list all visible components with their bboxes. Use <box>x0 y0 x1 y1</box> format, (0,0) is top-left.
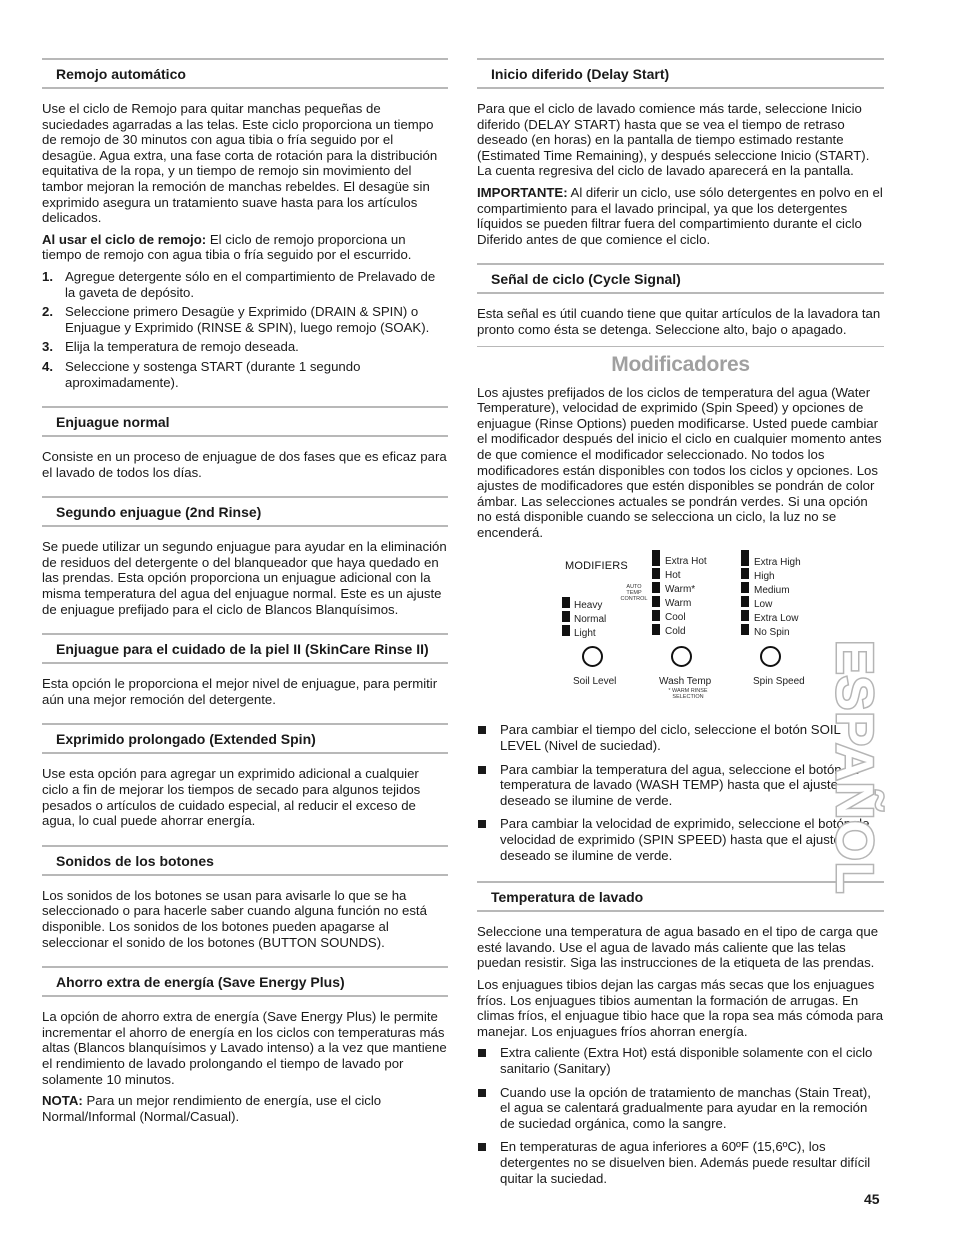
paragraph: Seleccione una temperatura de agua basado en el tipo de carga que esté lavando. Use el agua de lavado más caliente que las telas puedan resistir. Siga las instrucciones de la etiqueta de las prendas. <box>477 924 879 971</box>
spin-speed-label: Spin Speed <box>753 676 805 688</box>
bullet-item <box>477 1045 884 1076</box>
section-heading: Exprimido prolongado (Extended Spin) <box>42 723 448 754</box>
soil-option: Heavy <box>574 600 603 612</box>
section-heading: Enjuague para el cuidado de la piel II (SkinCare Rinse II) <box>42 633 448 664</box>
language-side-tab: ESPAÑOL <box>825 640 883 895</box>
bold-lead: Al usar el ciclo de remojo: <box>42 231 207 247</box>
modifiers-title: Modificadores <box>477 346 884 377</box>
spin-led <box>741 550 749 566</box>
bullet-item <box>477 762 884 809</box>
soil-led <box>562 625 570 636</box>
section-heading: Señal de ciclo (Cycle Signal) <box>477 263 884 294</box>
paragraph <box>477 185 884 247</box>
paragraph: Esta opción le proporciona el mejor nivel de enjuague, para permitir aún una mejor remoción del detergente. <box>42 676 438 707</box>
section-heading: Remojo automático <box>42 58 448 89</box>
bullet-item <box>477 816 884 863</box>
page-number: 45 <box>864 1191 880 1207</box>
bold-lead: NOTA: <box>42 1093 83 1109</box>
temp-option: Warm <box>665 598 692 610</box>
paragraph: Para que el ciclo de lavado comience más tarde, seleccione Inicio diferido (DELAY START) hasta que se vea el tiempo de retraso deseado (en horas) en la pantalla de tiempo estimado restante (Estimated Time Remaining), y después seleccione Inicio (START). La cuenta regresiva del ciclo de lavado aparecerá en la pantalla. <box>477 101 870 179</box>
bullet-list <box>477 722 884 863</box>
warm-rinse-note: * WARM RINSE SELECTION <box>668 688 708 701</box>
paragraph-text: Para un mejor rendimiento de energía, use el ciclo Normal/Informal (Normal/Casual). <box>42 1093 382 1124</box>
square-bullet-icon <box>478 1089 486 1097</box>
paragraph <box>42 232 448 263</box>
spin-speed-button-icon <box>760 646 781 667</box>
paragraph: Use esta opción para agregar un exprimido adicional a cualquier ciclo a fin de mejorar los tiempos de secado para algunos tejidos pesados o artículos de cuidado especial, al reducir el exceso de agua, lo cual puede ahorrar energía. <box>42 766 421 829</box>
temp-led <box>652 624 660 635</box>
soil-level-label: Soil Level <box>573 676 617 688</box>
temp-led <box>652 610 660 621</box>
spin-option: Medium <box>754 585 790 597</box>
soil-led <box>562 611 570 622</box>
right-column <box>477 58 884 1194</box>
spin-option: Extra High <box>754 557 801 569</box>
paragraph: Esta señal es útil cuando tiene que quitar artículos de la lavadora tan pronto como ésta se detenga. Seleccione alto, bajo o apagado. <box>477 306 881 337</box>
bold-lead: IMPORTANTE: <box>477 184 568 200</box>
square-bullet-icon <box>478 1049 486 1057</box>
section-heading: Inicio diferido (Delay Start) <box>477 58 884 89</box>
section-heading: Segundo enjuague (2nd Rinse) <box>42 496 448 527</box>
temp-option: Warm* <box>665 584 696 596</box>
paragraph: Los sonidos de los botones se usan para avisarle lo que se ha seleccionado o para hacerle saber cuando alguna función no está disponible. Los sonidos de los botones pueden apagarse al seleccionar el sonido de los botones (BUTTON SOUNDS). <box>42 887 427 950</box>
temp-led <box>652 596 660 607</box>
temp-option: Cold <box>665 626 686 638</box>
soil-option: Light <box>574 628 596 640</box>
step-item <box>42 269 448 300</box>
square-bullet-icon <box>478 766 486 774</box>
step-item <box>42 359 448 390</box>
spin-led <box>741 596 749 607</box>
temp-option: Hot <box>665 570 681 582</box>
spin-option: Low <box>754 599 773 611</box>
spin-led <box>741 568 749 579</box>
step-text: Elija la temperatura de remojo deseada. <box>65 339 299 355</box>
step-item <box>42 339 448 355</box>
square-bullet-icon <box>478 820 486 828</box>
step-number: 1. <box>42 268 53 284</box>
paragraph: Los ajustes prefijados de los ciclos de temperatura del agua (Water Temperature), velocidad de exprimido (Spin Speed) y opciones de enjuague (Rinse Options) pueden modificarse. Usted puede cambiar el modificador después del inicio el ciclo en cualquier momento antes de que comience el modificador seleccionado. No todos los modificadores están disponibles con todos los ciclos y opciones. Los ajustes de modificadores que estén disponibles se pondrán de color ámbar. Las selecciones actuales se pondrán verdes. Si una opción no está disponible cuando se selecciona un ciclo, la luz no se encenderá. <box>477 384 882 540</box>
bullet-text: Para cambiar la temperatura del agua, seleccione el botón de temperatura de lavado (WASH TEMP) hasta que el ajuste deseado se ilumine de verde. <box>500 761 860 808</box>
paragraph-text: El ciclo de remojo proporciona un tiempo de remojo con agua tibia o fría seguido por el escurrido. <box>42 231 412 263</box>
temp-option: Extra Hot <box>665 556 707 568</box>
step-text: Seleccione primero Desagüe y Exprimido (DRAIN & SPIN) o Enjuague y Exprimido (RINSE & SPIN), luego remojo (SOAK). <box>65 304 430 335</box>
left-column <box>42 58 448 1130</box>
bullet-text: En temperaturas de agua inferiores a 60ºF (15,6ºC), los detergentes no se disuelven bien. Además puede resultar difícil quitar la suciedad. <box>500 1139 871 1186</box>
paragraph <box>42 1093 448 1124</box>
step-item <box>42 304 448 335</box>
panel-heading: MODIFIERS <box>565 560 628 573</box>
temp-led <box>652 550 660 566</box>
paragraph: Consiste en un proceso de enjuague de dos fases que es eficaz para el lavado de todos los días. <box>42 449 447 480</box>
section-heading: Temperatura de lavado <box>477 881 884 912</box>
step-number: 4. <box>42 358 53 374</box>
spin-led <box>741 624 749 635</box>
paragraph: La opción de ahorro extra de energía (Save Energy Plus) le permite incrementar el ahorro de energía en los ciclos con temperaturas más altas (Blancos blanquísimos y Lavado intenso) a la vez que mantiene el rendimiento de lavado prolongando el tiempo de lavado por solamente 10 minutos. <box>42 1009 447 1087</box>
modifiers-panel-illustration <box>477 554 884 714</box>
wash-temp-button-icon <box>671 646 692 667</box>
step-text: Agregue detergente sólo en el compartimiento de Prelavado de la gaveta de depósito. <box>65 268 436 300</box>
spin-option: Extra Low <box>754 613 799 625</box>
step-text: Seleccione y sostenga START (durante 1 segundo aproximadamente). <box>65 358 361 390</box>
soil-level-button-icon <box>582 646 603 667</box>
bullet-list <box>477 1045 884 1186</box>
wash-temp-label: Wash Temp <box>659 676 712 688</box>
bullet-text: Extra caliente (Extra Hot) está disponible solamente con el ciclo sanitario (Sanitary) <box>500 1045 873 1076</box>
step-number: 2. <box>42 304 53 320</box>
paragraph: Use el ciclo de Remojo para quitar manchas pequeñas de suciedades agarradas a las telas. Este ciclo proporciona un tiempo de remojo de 30 minutos con agua tibia o fría seguido por el desagüe. Agua extra, una fase corta de rotación para la distribución equitativa de la ropa, y un tiempo de remojo sin movimiento del tambor mejoran la remoción de manchas rebeldes. El desagüe sin exprimido asegura un tratamiento suave hasta para los artículos delicados. <box>42 101 438 226</box>
spin-option: No Spin <box>754 627 790 639</box>
step-number: 3. <box>42 339 53 355</box>
bullet-text: Para cambiar la velocidad de exprimido, seleccione el botón de velocidad de exprimido (SPIN SPEED) hasta que el ajuste deseado se ilumine de verde. <box>500 816 870 863</box>
spin-led <box>741 610 749 621</box>
temp-option: Cool <box>665 612 686 624</box>
soil-led <box>562 597 570 608</box>
square-bullet-icon <box>478 1143 486 1151</box>
section-heading: Ahorro extra de energía (Save Energy Plus) <box>42 966 448 997</box>
spin-option: High <box>754 571 775 583</box>
spin-led <box>741 582 749 593</box>
bullet-item <box>477 1085 884 1132</box>
temp-led <box>652 568 660 579</box>
steps-list <box>42 269 448 390</box>
square-bullet-icon <box>478 726 486 734</box>
bullet-text: Para cambiar el tiempo del ciclo, seleccione el botón SOIL LEVEL (Nivel de suciedad). <box>500 722 841 754</box>
paragraph-text: Al diferir un ciclo, use sólo detergentes en polvo en el compartimiento para el lavado principal, ya que los detergentes líquidos se pueden filtrar fuera del compartimiento durante el ciclo Diferido antes de que comience el ciclo. <box>477 184 883 247</box>
auto-temp-label: AUTO TEMP CONTROL <box>620 584 648 603</box>
soil-option: Normal <box>574 614 607 626</box>
paragraph: Los enjuagues tibios dejan las cargas más secas que los enjuagues fríos. Los enjuagues tibios aumentan la formación de arrugas. En climas fríos, el enjuague tibio hace que la ropa sea más cómoda para manejar. Los enjuagues fríos ahorran energía. <box>477 977 884 1039</box>
bullet-item <box>477 722 884 753</box>
bullet-text: Cuando use la opción de tratamiento de manchas (Stain Treat), el agua se calentará gradualmente para ayudar en la remoción de suciedad orgánica, como la sangre. <box>500 1084 871 1131</box>
section-heading: Enjuague normal <box>42 406 448 437</box>
section-heading: Sonidos de los botones <box>42 845 448 876</box>
temp-led <box>652 582 660 593</box>
bullet-item <box>477 1139 884 1186</box>
paragraph: Se puede utilizar un segundo enjuague para ayudar en la eliminación de residuos del detergente o del blanqueador que haya quedado en las prendas. Esta opción proporciona un enjuague adicional con la misma temperatura del agua del enjuague normal. Este es un ajuste de enjuague prefijado para el ciclo de Blancos Blanquísimos. <box>42 539 447 617</box>
